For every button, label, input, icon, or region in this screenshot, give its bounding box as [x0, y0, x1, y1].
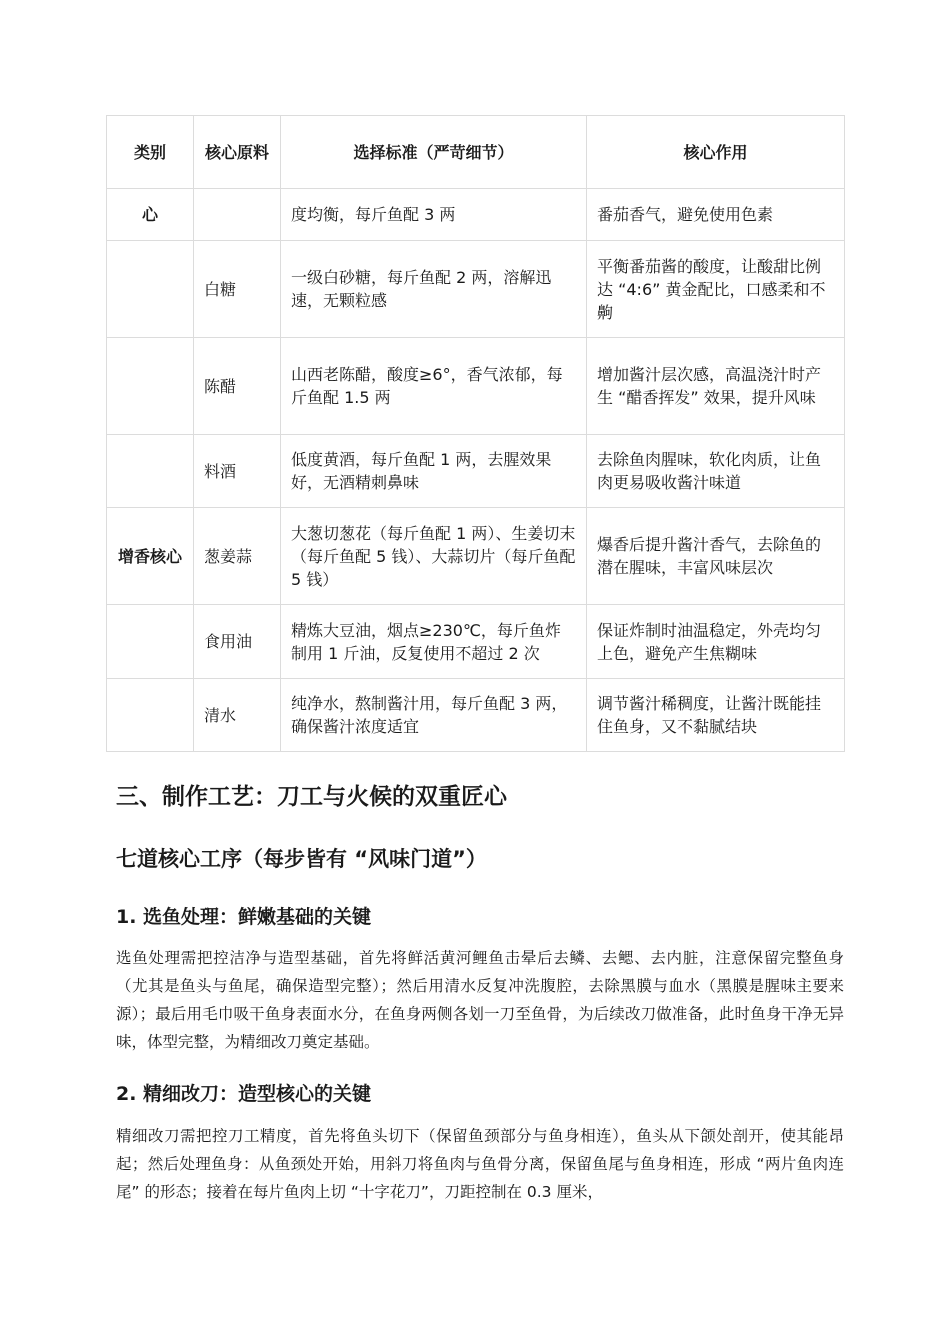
cell-category: 心 — [107, 189, 194, 241]
cell-standard: 纯净水，熬制酱汁用，每斤鱼配 3 两，确保酱汁浓度适宜 — [281, 679, 587, 752]
cell-ingredient — [194, 189, 281, 241]
cell-category — [107, 605, 194, 679]
header-role: 核心作用 — [587, 116, 845, 189]
cell-category — [107, 241, 194, 338]
cell-role: 爆香后提升酱汁香气，去除鱼的潜在腥味，丰富风味层次 — [587, 508, 845, 605]
ingredient-table — [106, 115, 845, 752]
cell-ingredient: 白糖 — [194, 241, 281, 338]
step-title: 2. 精细改刀：造型核心的关键 — [116, 1083, 372, 1105]
step-paragraph: 精细改刀需把控刀工精度，首先将鱼头切下（保留鱼颈部分与鱼身相连），鱼头从下颌处剖开，使其能昂起；然后处理鱼身：从鱼颈处开始，用斜刀将鱼肉与鱼骨分离，保留鱼尾与鱼身相连，形成 “两片鱼肉连尾” 的形态；接着在每片鱼肉上切 “十字花刀”，刀距控制在 0.3 厘米， — [116, 1127, 844, 1201]
header-standard: 选择标准（严苛细节） — [281, 116, 587, 189]
cell-standard: 大葱切葱花（每斤鱼配 1 两）、生姜切末（每斤鱼配 5 钱）、大蒜切片（每斤鱼配 5 钱） — [281, 508, 587, 605]
cell-role: 保证炸制时油温稳定，外壳均匀上色，避免产生焦糊味 — [587, 605, 845, 679]
cell-standard: 低度黄酒，每斤鱼配 1 两，去腥效果好，无酒精刺鼻味 — [281, 435, 587, 508]
cell-standard: 山西老陈醋，酸度≥6°，香气浓郁，每斤鱼配 1.5 两 — [281, 338, 587, 435]
table-row — [107, 241, 845, 338]
cell-role: 番茄香气，避免使用色素 — [587, 189, 845, 241]
cell-standard: 度均衡，每斤鱼配 3 两 — [281, 189, 587, 241]
cell-ingredient: 陈醋 — [194, 338, 281, 435]
cell-category — [107, 338, 194, 435]
cell-role: 平衡番茄酱的酸度，让酸甜比例达 “4:6” 黄金配比，口感柔和不齁 — [587, 241, 845, 338]
section-title: 三、制作工艺：刀工与火候的双重匠心 — [116, 784, 507, 810]
table-row — [107, 435, 845, 508]
cell-ingredient: 料酒 — [194, 435, 281, 508]
cell-ingredient: 葱姜蒜 — [194, 508, 281, 605]
table-header-row — [107, 116, 845, 189]
header-category: 类别 — [107, 116, 194, 189]
step-title: 1. 选鱼处理：鲜嫩基础的关键 — [116, 906, 372, 928]
cell-standard: 一级白砂糖，每斤鱼配 2 两，溶解迅速，无颗粒感 — [281, 241, 587, 338]
cell-role: 增加酱汁层次感，高温浇汁时产生 “醋香挥发” 效果，提升风味 — [587, 338, 845, 435]
cell-ingredient: 食用油 — [194, 605, 281, 679]
cell-role: 调节酱汁稀稠度，让酱汁既能挂住鱼身，又不黏腻结块 — [587, 679, 845, 752]
table-row — [107, 605, 845, 679]
header-ingredient: 核心原料 — [194, 116, 281, 189]
cell-ingredient: 清水 — [194, 679, 281, 752]
subsection-title: 七道核心工序（每步皆有 “风味门道”） — [116, 847, 487, 871]
cell-standard: 精炼大豆油，烟点≥230℃，每斤鱼炸制用 1 斤油，反复使用不超过 2 次 — [281, 605, 587, 679]
cell-role: 去除鱼肉腥味，软化肉质，让鱼肉更易吸收酱汁味道 — [587, 435, 845, 508]
cell-category: 增香核心 — [107, 508, 194, 605]
step-paragraph: 选鱼处理需把控洁净与造型基础，首先将鲜活黄河鲤鱼击晕后去鳞、去鳃、去内脏，注意保留完整鱼身（尤其是鱼头与鱼尾，确保造型完整）；然后用清水反复冲洗腹腔，去除黑膜与血水（黑膜是腥味主要来源）；最后用毛巾吸干鱼身表面水分，在鱼身两侧各划一刀至鱼骨，为后续改刀做准备，此时鱼身干净无异味，体型完整，为精细改刀奠定基础。 — [116, 949, 844, 1051]
table-row — [107, 338, 845, 435]
table-row — [107, 189, 845, 241]
table-row — [107, 679, 845, 752]
cell-category — [107, 435, 194, 508]
cell-category — [107, 679, 194, 752]
table-row — [107, 508, 845, 605]
